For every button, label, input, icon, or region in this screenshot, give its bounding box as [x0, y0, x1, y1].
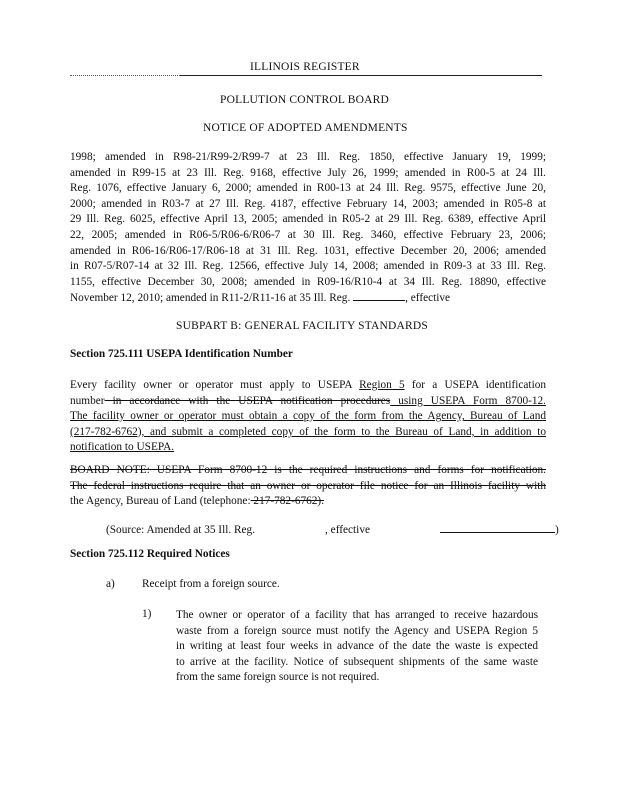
history-last-line: November 12, 2010; amended in R11-2/R11-16 at 35 Ill. Reg. , effective [70, 292, 451, 305]
source-note: (Source: Amended at 35 Ill. Reg. , effective ) [106, 524, 559, 536]
section-112-heading: Section 725.112 Required Notices [70, 548, 230, 560]
board-note-paragraph [70, 463, 546, 510]
item-line: to arrive at the facility. Notice of subsequent shipments of the same waste [176, 655, 538, 668]
note-line-deleted: The federal instructions require that an owner or operator file notice for an Illinois facility with [70, 479, 546, 492]
header-dotted-rule-left [70, 75, 180, 76]
history-line: 1155, effective December 30, 2008; amended in R09-16/R10-4 at 34 Ill. Reg. 18890, effective [70, 275, 546, 288]
item-1-paragraph [176, 608, 538, 686]
history-line: amended in R99-15 at 23 Ill. Reg. 9168, effective July 26, 1999; amended in R00-5 at 24 Ill. [70, 166, 546, 179]
history-line: 22, 2005; amended in R06-5/R06-6/R06-7 at 30 Ill. Reg. 3460, effective February 23, 2006; [70, 228, 546, 241]
history-line: in R07-5/R07-14 at 32 Ill. Reg. 12566, effective July 14, 2008; amended in R09-3 at 33 Ill. Reg. [70, 260, 546, 273]
subpart-heading: SUBPART B: GENERAL FACILITY STANDARDS [176, 320, 429, 332]
item-line: The owner or operator of a facility that has arranged to receive hazardous [176, 609, 538, 621]
para-line-inserted: The facility owner or operator must obtain a copy of the form from the Agency, Bureau of Land [70, 410, 546, 423]
history-line: Reg. 1076, effective January 6, 2000; amended in R00-13 at 24 Ill. Reg. 9575, effective June 20, [70, 182, 546, 195]
section-111-heading: Section 725.111 USEPA Identification Number [70, 348, 293, 360]
history-line: amended in R06-16/R06-17/R06-18 at 31 Ill. Reg. 1031, effective December 20, 2006; amended [70, 244, 546, 257]
item-line: from the same foreign source is not required. [176, 671, 380, 684]
item-1-label: 1) [142, 608, 152, 620]
history-line: 2000; amended in R03-7 at 27 Ill. Reg. 4187, effective February 14, 2003; amended in R05-8 at [70, 197, 546, 210]
notice-title: NOTICE OF ADOPTED AMENDMENTS [203, 122, 408, 134]
board-title: POLLUTION CONTROL BOARD [220, 94, 390, 106]
section-111-paragraph [70, 378, 546, 456]
item-line: waste from a foreign source must notify the Agency and USEPA Region 5 [176, 624, 538, 637]
effective-date-blank [440, 522, 555, 533]
history-line: 29 Ill. Reg. 6025, effective April 13, 2005; amended in R05-2 at 29 Ill. Reg. 6389, effective April [70, 213, 546, 226]
item-a-text: Receipt from a foreign source. [142, 578, 280, 590]
para-line: number in accordance with the USEPA notification procedures using USEPA Form 8700-12. [70, 394, 546, 407]
note-line: the Agency, Bureau of Land (telephone: 217-782-6762). [70, 495, 325, 508]
para-line-inserted: (217-782-6762), and submit a completed copy of the form to the Bureau of Land, in addition to [70, 425, 546, 438]
para-line-inserted: notification to USEPA. [70, 441, 175, 454]
register-blank [353, 290, 405, 301]
note-line-deleted: BOARD NOTE: USEPA Form 8700-12 is the required instructions and forms for notification. [70, 464, 546, 476]
history-line: 1998; amended in R98-21/R99-2/R99-7 at 23 Ill. Reg. 1850, effective January 19, 1999; [70, 151, 546, 163]
para-line: Every facility owner or operator must apply to USEPA Region 5 for a USEPA identification [70, 379, 547, 391]
history-paragraph [70, 150, 546, 306]
header-rule [180, 75, 542, 76]
item-a-label: a) [106, 578, 115, 590]
item-line: in writing at least four weeks in advance of the date the waste is expected [176, 640, 538, 653]
register-title: ILLINOIS REGISTER [250, 61, 360, 73]
